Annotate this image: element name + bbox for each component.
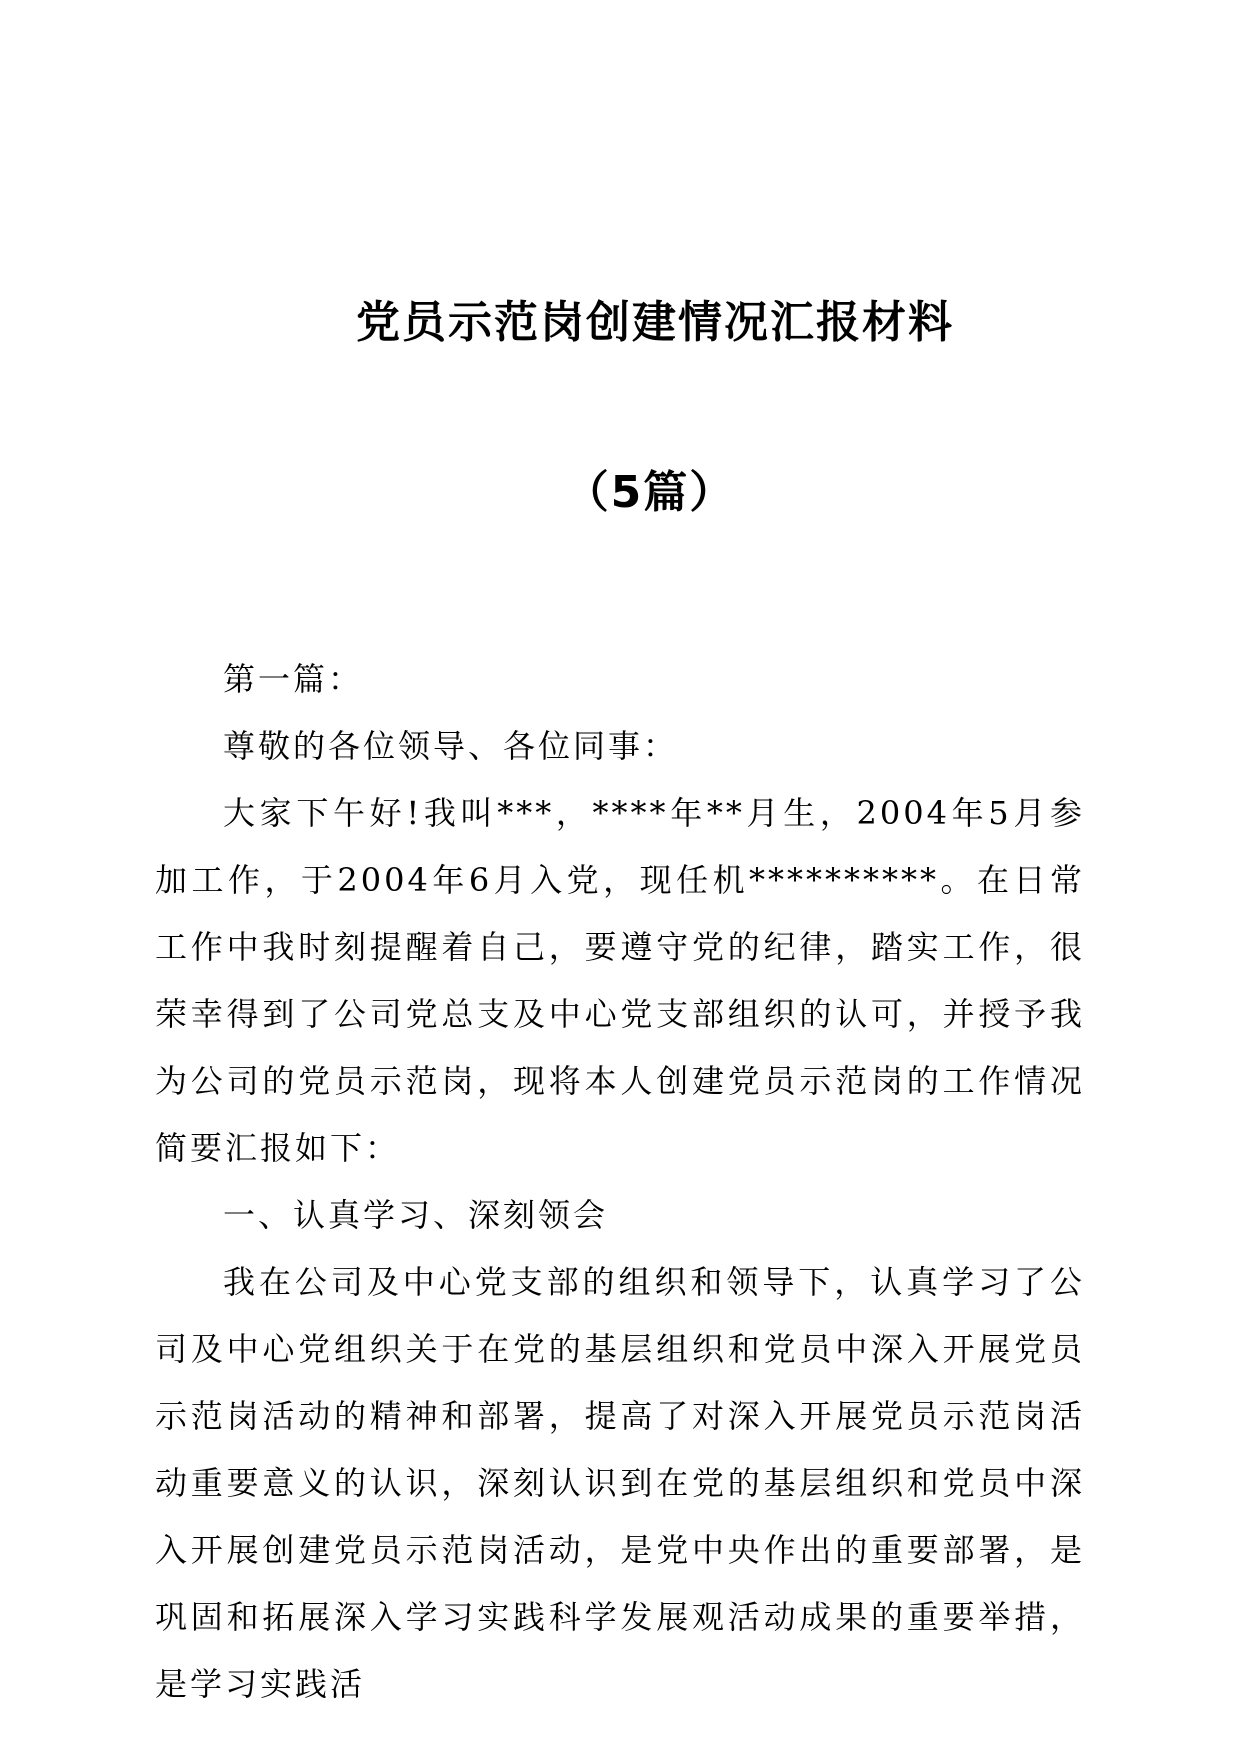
body-paragraph: 大家下午好!我叫***，****年**月生，2004年5月参加工作，于2004年6月入党，现任机**********。在日常工作中我时刻提醒着自己，要遵守党的纪律，踏实工作，很荣幸得到了公司党总支及中心党支部组织的认可，并授予我为公司的党员示范岗，现将本人创建党员示范岗的工作情况简要汇报如下：	[155, 794, 1085, 1167]
document-title: 党员示范岗创建情况汇报材料	[356, 297, 954, 348]
salutation: 尊敬的各位领导、各位同事：	[223, 727, 679, 765]
document-body	[155, 646, 1085, 1718]
body-paragraph: 我在公司及中心党支部的组织和领导下，认真学习了公司及中心党组织关于在党的基层组织和党员中深入开展党员示范岗活动的精神和部署，提高了对深入开展党员示范岗活动重要意义的认识，深刻认识到在党的基层组织和党员中深入开展创建党员示范岗活动，是党中央作出的重要部署，是巩固和拓展深入学习实践科学发展观活动成果的重要举措，是学习实践活	[155, 1263, 1085, 1703]
document-subtitle: （5篇）	[564, 467, 736, 518]
section-heading-first: 第一篇：	[223, 660, 364, 698]
section-heading: 一、认真学习、深刻领会	[223, 1196, 609, 1234]
